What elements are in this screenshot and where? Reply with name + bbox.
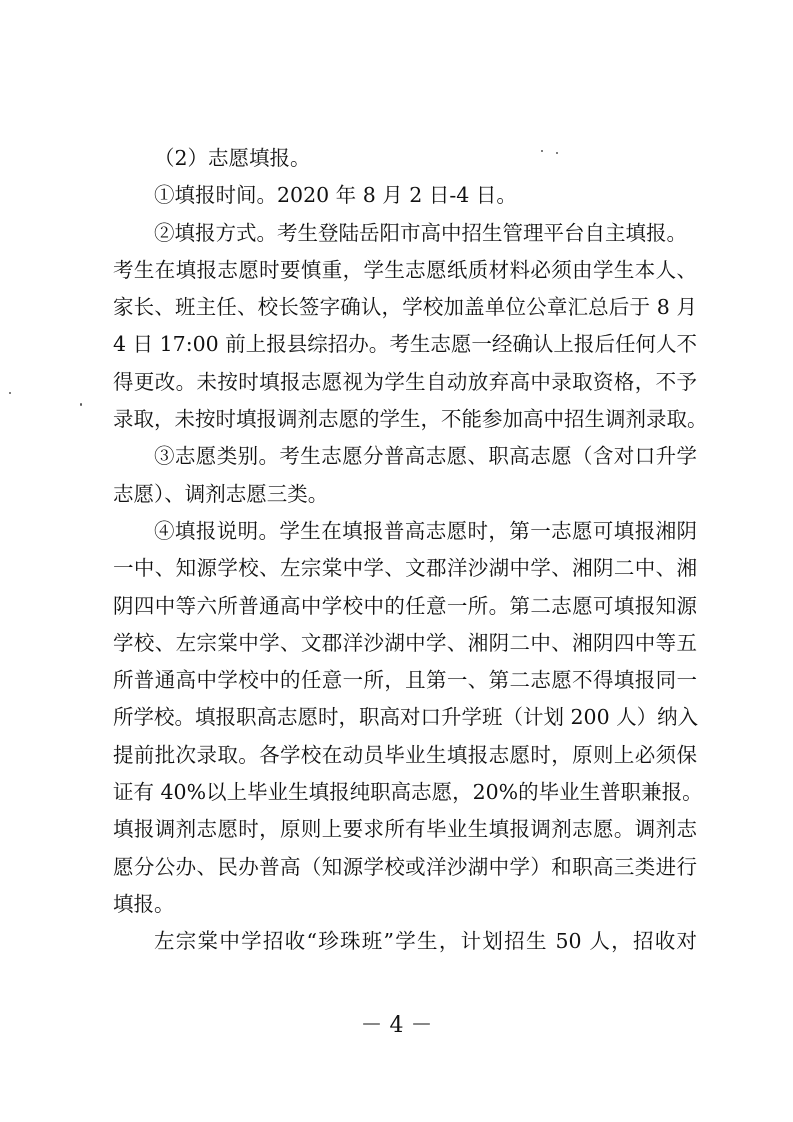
paragraph-line: 所普通高中学校中的任意一所，且第一、第二志愿不得填报同一 [113,668,697,693]
scan-speck [541,150,543,152]
paragraph-line: 4 日 17:00 前上报县综招办。考生志愿一经确认上报后任何人不 [113,332,697,357]
scan-speck [9,392,11,394]
paragraph-line: ④填报说明。学生在填报普高志愿时，第一志愿可填报湘阴 [154,518,697,543]
paragraph-line: 阴四中等六所普通高中学校中的任意一所。第二志愿可填报知源 [113,593,697,618]
paragraph-line: 考生在填报志愿时要慎重，学生志愿纸质材料必须由学生本人、 [113,257,697,282]
paragraph-line: 提前批次录取。各学校在动员毕业生填报志愿时，原则上必须保 [113,742,697,767]
paragraph-line: 录取，未按时填报调剂志愿的学生，不能参加高中招生调剂录取。 [113,407,708,432]
document-body [113,140,708,961]
paragraph-line: ③志愿类别。考生志愿分普高志愿、职高志愿（含对口升学 [154,444,697,469]
scan-speck [80,403,82,406]
paragraph-line: 左宗棠中学招收“珍珠班”学生，计划招生 50 人，招收对 [154,929,697,954]
paragraph-line: 学校、左宗棠中学、文郡洋沙湖中学、湘阴二中、湘阴四中等五 [113,630,697,655]
paragraph-line: 填报调剂志愿时，原则上要求所有毕业生填报调剂志愿。调剂志 [113,817,697,842]
paragraph-line: 证有 40%以上毕业生填报纯职高志愿，20%的毕业生普职兼报。 [113,780,703,805]
paragraph-line: 一中、知源学校、左宗棠中学、文郡洋沙湖中学、湘阴二中、湘 [113,556,697,581]
paragraph-line: 得更改。未按时填报志愿视为学生自动放弃高中录取资格，不予 [113,369,697,394]
paragraph-line: 所学校。填报职高志愿时，职高对口升学班（计划 200 人）纳入 [113,705,699,730]
page-number: － 4 － [360,1013,433,1038]
paragraph-line: 填报。 [113,891,175,916]
paragraph-line: 愿分公办、民办普高（知源学校或洋沙湖中学）和职高三类进行 [113,854,697,879]
paragraph-line: ①填报时间。2020 年 8 月 2 日-4 日。 [154,183,517,208]
paragraph-line: 家长、班主任、校长签字确认，学校加盖单位公章汇总后于 8 月 [113,295,697,320]
scan-speck [556,152,558,154]
paragraph-line: 志愿）、调剂志愿三类。 [113,481,329,506]
section-heading: （2）志愿填报。 [154,146,311,170]
paragraph-line: ②填报方式。考生登陆岳阳市高中招生管理平台自主填报。 [154,220,687,245]
